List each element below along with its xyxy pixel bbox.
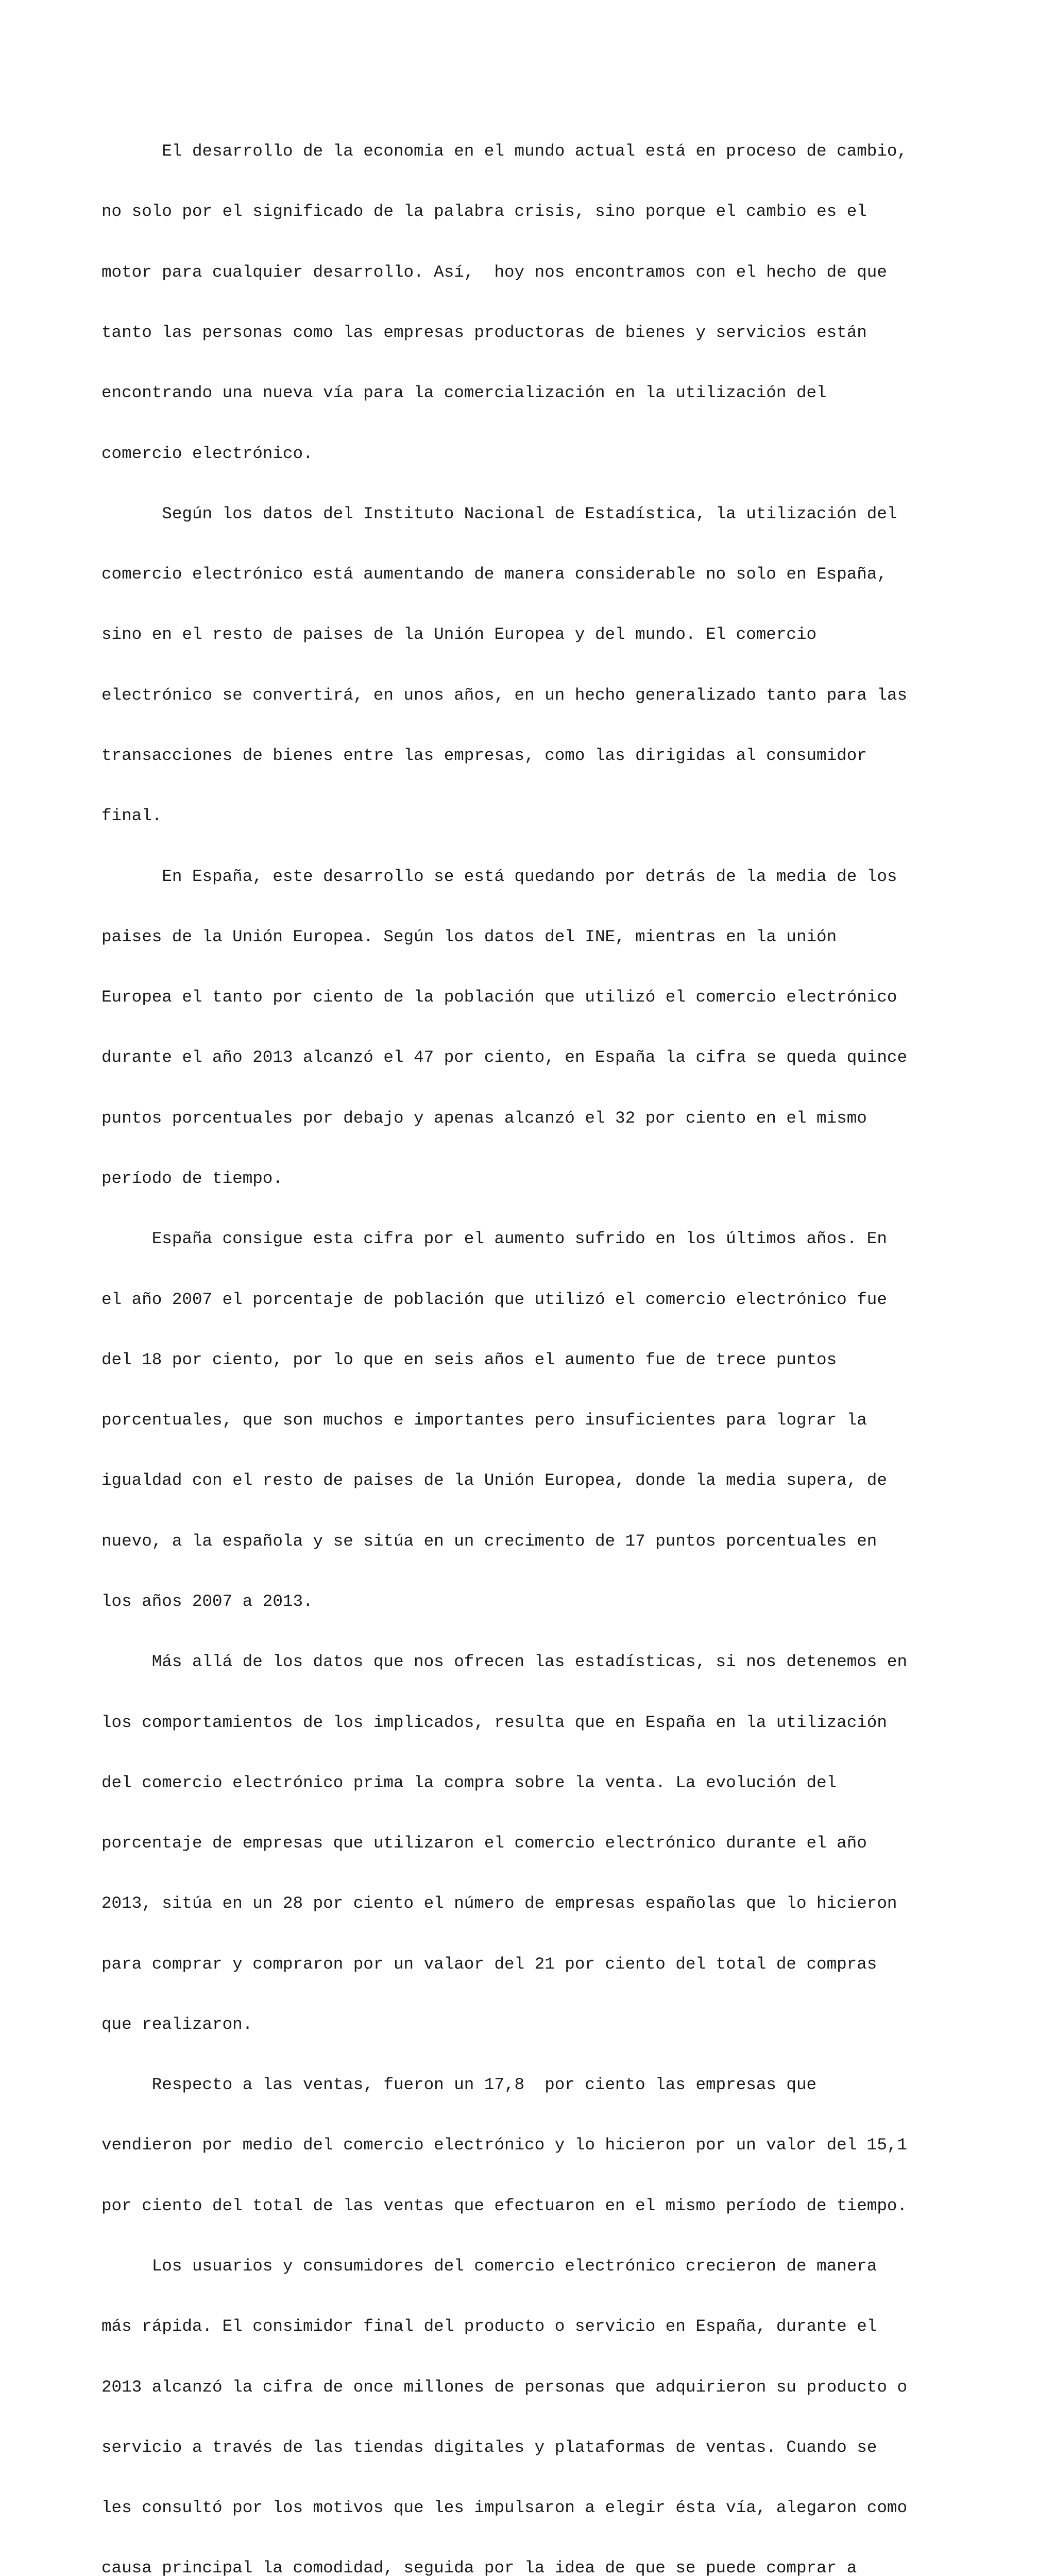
text-line: por ciento del total de las ventas que efectuaron en el mismo período de tiempo. <box>101 2196 908 2215</box>
text-line: Europea el tanto por ciento de la población que utilizó el comercio electrónico <box>101 988 897 1007</box>
text-line: los comportamientos de los implicados, resulta que en España en la utilización <box>101 1713 887 1732</box>
text-line: porcentuales, que son muchos e importantes pero insuficientes para lograr la <box>101 1411 867 1430</box>
text-line: 2013 alcanzó la cifra de once millones de personas que adquirieron su producto o <box>101 2377 908 2397</box>
text-line: Según los datos del Instituto Nacional de Estadística, la utilización del <box>101 504 897 523</box>
text-line: electrónico se convertirá, en unos años, en un hecho generalizado tanto para las <box>101 685 908 705</box>
text-line: del comercio electrónico prima la compra sobre la venta. La evolución del <box>101 1773 837 1792</box>
text-line: sino en el resto de paises de la Unión Europea y del mundo. El comercio <box>101 625 817 645</box>
text-line: comercio electrónico. <box>101 444 313 463</box>
text-line: que realizaron. <box>101 2014 253 2034</box>
text-line: comercio electrónico está aumentando de manera considerable no solo en España, <box>101 565 887 584</box>
text-line: encontrando una nueva vía para la comercialización en la utilización del <box>101 383 827 403</box>
text-line: más rápida. El consimidor final del producto o servicio en España, durante el <box>101 2317 877 2336</box>
text-line: servicio a través de las tiendas digitales y plataformas de ventas. Cuando se <box>101 2437 877 2457</box>
text-line: causa principal la comodidad, seguida por la idea de que se puede comprar a <box>101 2558 857 2576</box>
text-line: tanto las personas como las empresas productoras de bienes y servicios están <box>101 323 867 343</box>
text-line: el año 2007 el porcentaje de población que utilizó el comercio electrónico fue <box>101 1290 887 1309</box>
text-line: El desarrollo de la economia en el mundo actual está en proceso de cambio, <box>101 142 908 161</box>
text-line: transacciones de bienes entre las empresas, como las dirigidas al consumidor <box>101 746 867 765</box>
text-line: En España, este desarrollo se está quedando por detrás de la media de los <box>101 867 897 886</box>
text-line: Los usuarios y consumidores del comercio electrónico crecieron de manera <box>101 2257 877 2276</box>
text-line: para comprar y compraron por un valaor del 21 por ciento del total de compras <box>101 1954 877 1974</box>
text-line: 2013, sitúa en un 28 por ciento el número de empresas españolas que lo hicieron <box>101 1894 897 1913</box>
text-line: España consigue esta cifra por el aumento sufrido en los últimos años. En <box>101 1229 887 1249</box>
text-line: período de tiempo. <box>101 1168 283 1188</box>
text-line: vendieron por medio del comercio electrónico y lo hicieron por un valor del 15,1 <box>101 2136 908 2155</box>
text-line: durante el año 2013 alcanzó el 47 por ciento, en España la cifra se queda quince <box>101 1048 908 1067</box>
text-line: motor para cualquier desarrollo. Así, hoy nos encontramos con el hecho de que <box>101 262 887 282</box>
text-line: los años 2007 a 2013. <box>101 1591 313 1611</box>
text-line: les consultó por los motivos que les impulsaron a elegir ésta vía, alegaron como <box>101 2498 908 2518</box>
text-line: puntos porcentuales por debajo y apenas alcanzó el 32 por ciento en el mismo <box>101 1108 867 1128</box>
text-line: nuevo, a la española y se sitúa en un crecimento de 17 puntos porcentuales en <box>101 1531 877 1551</box>
text-line: Respecto a las ventas, fueron un 17,8 por ciento las empresas que <box>101 2075 817 2095</box>
text-line: igualdad con el resto de paises de la Unión Europea, donde la media supera, de <box>101 1471 887 1490</box>
text-line: paises de la Unión Europea. Según los datos del INE, mientras en la unión <box>101 927 837 946</box>
document-body-text <box>101 101 977 2576</box>
text-line: no solo por el significado de la palabra crisis, sino porque el cambio es el <box>101 202 867 222</box>
text-line: Más allá de los datos que nos ofrecen las estadísticas, si nos detenemos en <box>101 1652 908 1672</box>
text-line: porcentaje de empresas que utilizaron el comercio electrónico durante el año <box>101 1834 867 1853</box>
text-line: final. <box>101 806 162 826</box>
text-line: del 18 por ciento, por lo que en seis años el aumento fue de trece puntos <box>101 1350 837 1369</box>
